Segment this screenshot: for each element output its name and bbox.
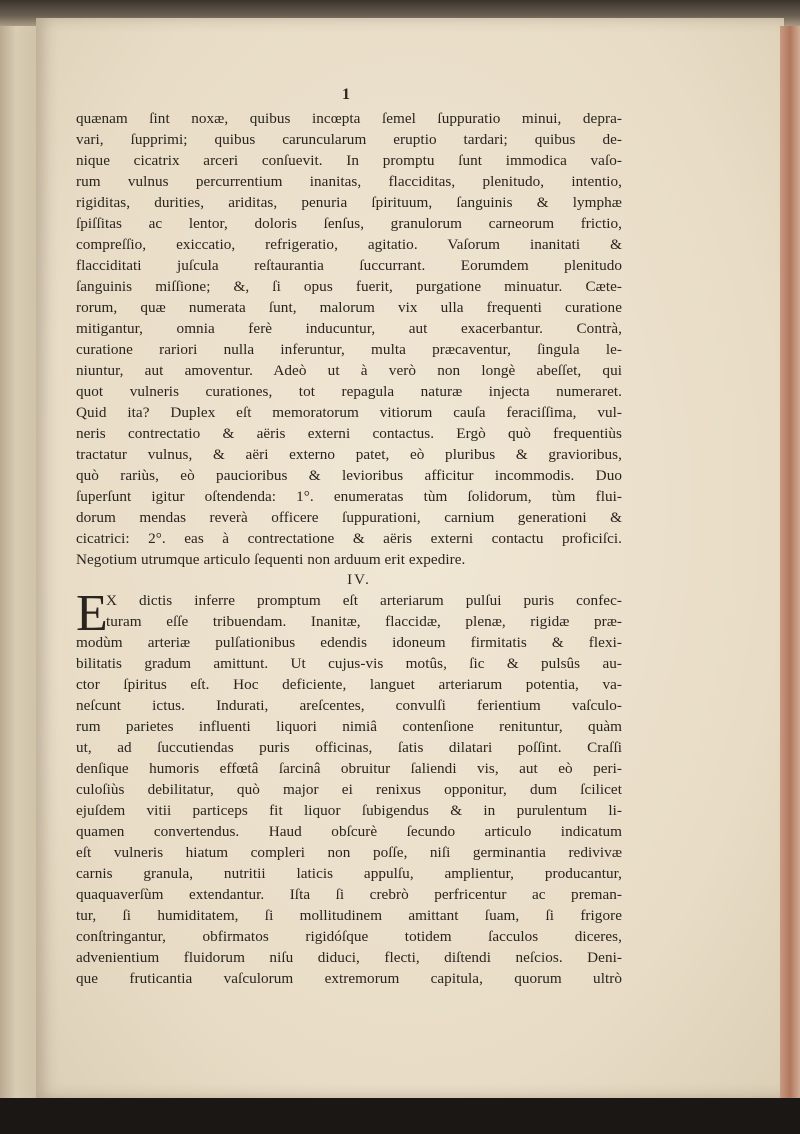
text-line: nique cicatrix arceri conſuevit. In promptu ſunt immodica vaſo- xyxy=(76,152,622,169)
text-line: dorum mendas reverà officere ſuppurationi, carnium generationi & xyxy=(76,509,622,526)
text-line: compreſſio, exiccatio, refrigeratio, agitatio. Vaſorum inanitati & xyxy=(76,236,622,253)
text-line: cicatrici: 2°. eas à contrectatione & aëris externi contactu proficiſci. xyxy=(76,530,622,547)
text-line: neſcunt ictus. Indurati, areſcentes, convulſi ferientium vaſculo- xyxy=(76,697,622,714)
page-number: 1 xyxy=(342,86,350,103)
text-line: turam eſſe tribuendam. Inanitæ, flaccidæ, plenæ, rigidæ præ- xyxy=(106,613,622,630)
text-line: curatione rariori nulla inferuntur, multa præcaventur, ſingula le- xyxy=(76,341,622,358)
text-line: tur, ſi humiditatem, ſi mollitudinem amittant ſuam, ſi frigore xyxy=(76,907,622,924)
paragraph-2 xyxy=(76,632,622,989)
paragraph-2-opening xyxy=(76,585,622,642)
text-line: ejuſdem vitii particeps fit liquor ſubigendus & in purulentum li- xyxy=(76,802,622,819)
section-heading: IV. xyxy=(347,572,371,588)
page-text xyxy=(76,86,622,989)
text-line: ctor ſpiritus eſt. Hoc deficiente, languet arteriarum potentia, va- xyxy=(76,676,622,693)
text-line: que fruticantia vaſculorum extremorum capitula, quorum ultrò xyxy=(76,970,622,987)
page-bottom-shadow xyxy=(0,1098,800,1134)
text-line: rorum, quæ numerata ſunt, malorum vix ulla frequenti curatione xyxy=(76,299,622,316)
text-line: quò rariùs, eò paucioribus & levioribus afficitur incommodis. Duo xyxy=(76,467,622,484)
text-line: conſtringantur, obfirmatos rigidóſque totidem ſacculos diceres, xyxy=(76,928,622,945)
text-line: eſt vulneris hiatum compleri non poſſe, niſi germinantia redivivæ xyxy=(76,844,622,861)
text-line: quaquaverſùm extendantur. Iſta ſi crebrò perfricentur ac preman- xyxy=(76,886,622,903)
text-line: carnis granula, nutritii laticis appulſu, amplientur, producantur, xyxy=(76,865,622,882)
text-line: Quid ita? Duplex eſt memoratorum vitiorum cauſa feraciſſima, vul- xyxy=(76,404,622,421)
text-line: quamen convertendus. Haud obſcurè ſecundo articulo indicatum xyxy=(76,823,622,840)
text-line: ſpiſſitas ac lentor, doloris ſenſus, granulorum carneorum frictio, xyxy=(76,215,622,232)
text-line: mitigantur, omnia ferè inducuntur, aut exacerbantur. Contrà, xyxy=(76,320,622,337)
paragraph-2-first-lines xyxy=(76,590,622,632)
text-line: modùm arteriæ pulſationibus edendis idoneum firmitatis & flexi- xyxy=(76,634,622,651)
text-line: flacciditati juſcula reſtaurantia ſuccurrant. Eorumdem plenitudo xyxy=(76,257,622,274)
text-line: tractatur vulnus, & aëri externo patet, eò pluribus & gravioribus, xyxy=(76,446,622,463)
text-line: quænam ſint noxæ, quibus incœpta ſemel ſuppuratio minui, depra- xyxy=(76,110,622,127)
book-binding-left xyxy=(0,0,40,1134)
text-line: rum vulnus percurrentium inanitas, flacciditas, plenitudo, intentio, xyxy=(76,173,622,190)
text-line: rum parietes influenti liquori nimiâ contenſione renituntur, quàm xyxy=(76,718,622,735)
paragraph-1 xyxy=(76,108,622,570)
text-line: culoſiùs debilitatur, quò major ei renixus opponitur, dum ſcilicet xyxy=(76,781,622,798)
text-line: vari, ſupprimi; quibus caruncularum eruptio tardari; quibus de- xyxy=(76,131,622,148)
book-edge-right xyxy=(780,26,800,1116)
dropcap-letter: E xyxy=(76,585,108,642)
text-line: ſuperſunt igitur oſtendenda: 1°. enumeratas tùm ſolidorum, tùm flui- xyxy=(76,488,622,505)
text-line: quot vulneris curationes, tot repagula naturæ injecta numeraret. xyxy=(76,383,622,400)
text-line: bilitatis gradum amittunt. Ut cujus-vis motûs, ſic & pulsûs au- xyxy=(76,655,622,672)
text-line: neris contrectatio & aëris externi contactus. Ergò quò frequentiùs xyxy=(76,425,622,442)
text-line: denſique humoris effœtâ ſarcinâ obruitur ſaliendi vis, aut eò peri- xyxy=(76,760,622,777)
text-line: ut, ad ſuccutiendas puris officinas, ſatis dilatari poſſint. Craſſi xyxy=(76,739,622,756)
text-line: rigiditas, durities, ariditas, penuria ſpirituum, ſanguinis & lymphæ xyxy=(76,194,622,211)
text-line: advenientium fluidorum niſu diduci, flecti, diſtendi neſcios. Deni- xyxy=(76,949,622,966)
text-line: Negotium utrumque articulo ſequenti non arduum erit expedire. xyxy=(76,551,466,568)
text-line: ſanguinis miſſione; &, ſi opus fuerit, purgatione minuatur. Cæte- xyxy=(76,278,622,295)
text-line: X dictis inferre promptum eſt arteriarum pulſui puris confec- xyxy=(106,592,622,609)
text-line: niuntur, aut amoventur. Adeò ut à verò non longè abeſſet, qui xyxy=(76,362,622,379)
